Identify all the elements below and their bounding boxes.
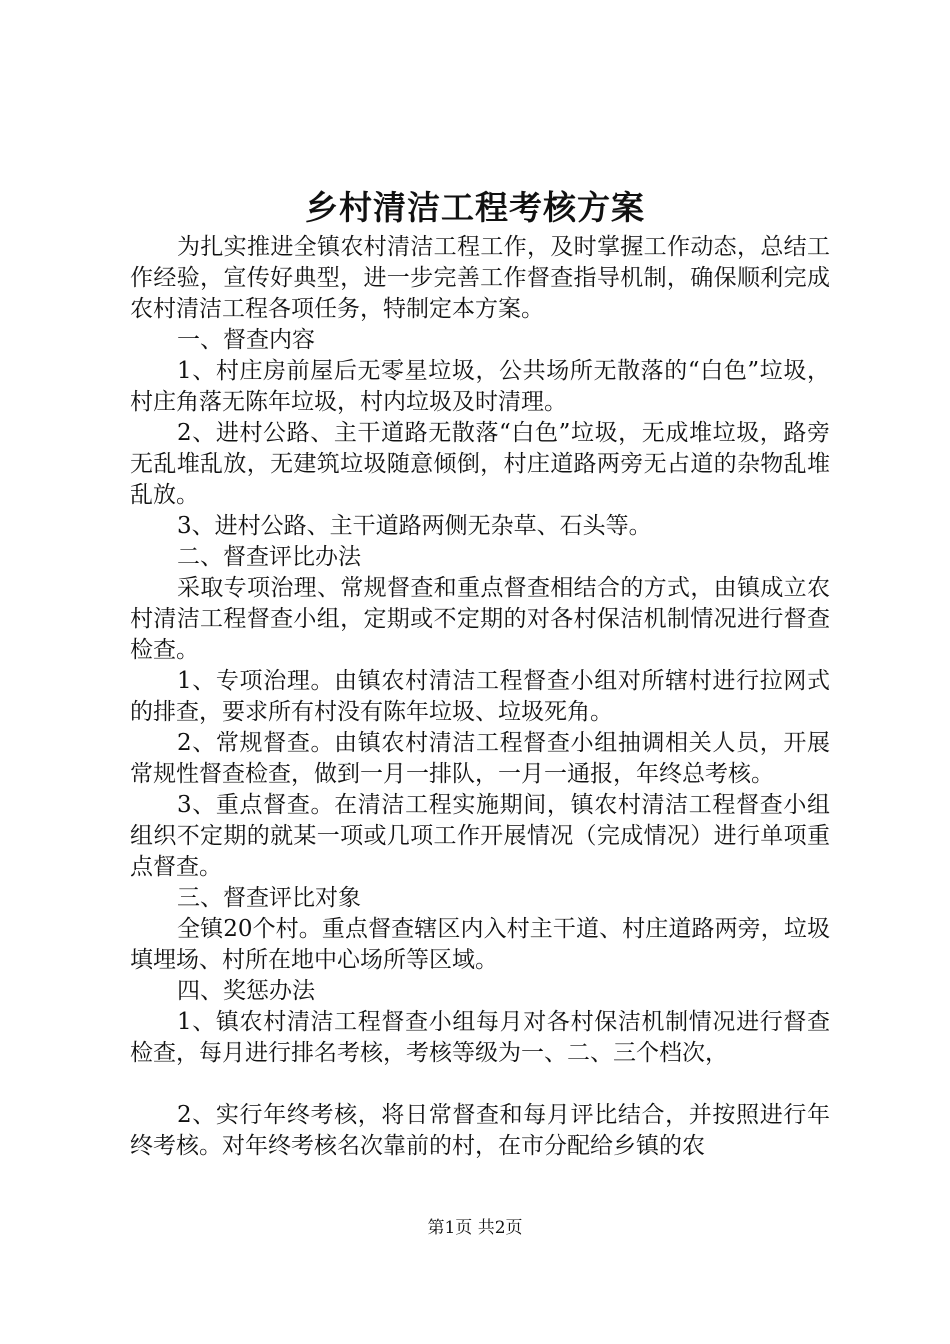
paragraph-item: 1、专项治理。由镇农村清洁工程督查小组对所辖村进行拉网式的排查，要求所有村没有陈年垃圾、垃圾死角。 xyxy=(130,668,830,725)
section-heading-3: 三、督查评比对象 xyxy=(177,885,361,911)
section-heading-1: 一、督查内容 xyxy=(177,327,315,353)
paragraph-item: 2、实行年终考核，将日常督查和每月评比结合，并按照进行年终考核。对年终考核名次靠前的村，在市分配给乡镇的农 xyxy=(130,1102,830,1159)
paragraph-item: 2、进村公路、主干道路无散落“白色”垃圾，无成堆垃圾，路旁无乱堆乱放，无建筑垃圾随意倾倒，村庄道路两旁无占道的杂物乱堆乱放。 xyxy=(130,420,830,508)
document-title: 乡村清洁工程考核方案 xyxy=(305,188,645,227)
paragraph-item: 3、重点督查。在清洁工程实施期间，镇农村清洁工程督查小组组织不定期的就某一项或几项工作开展情况（完成情况）进行单项重点督查。 xyxy=(130,792,830,880)
document-body xyxy=(130,232,830,1162)
paragraph-item: 2、常规督查。由镇农村清洁工程督查小组抽调相关人员，开展常规性督查检查，做到一月一排队，一月一通报，年终总考核。 xyxy=(130,730,830,787)
section-heading-4: 四、奖惩办法 xyxy=(177,978,315,1004)
paragraph-item: 1、村庄房前屋后无零星垃圾，公共场所无散落的“白色”垃圾，村庄角落无陈年垃圾，村内垃圾及时清理。 xyxy=(130,358,830,415)
blank-line xyxy=(130,1069,830,1100)
section-heading-2: 二、督查评比办法 xyxy=(177,544,361,570)
intro-paragraph: 为扎实推进全镇农村清洁工程工作，及时掌握工作动态，总结工作经验，宣传好典型，进一步完善工作督查指导机制，确保顺利完成农村清洁工程各项任务，特制定本方案。 xyxy=(130,234,830,322)
paragraph-item: 采取专项治理、常规督查和重点督查相结合的方式，由镇成立农村清洁工程督查小组，定期或不定期的对各村保洁机制情况进行督查检查。 xyxy=(130,575,830,663)
paragraph-item: 3、进村公路、主干道路两侧无杂草、石头等。 xyxy=(177,513,652,539)
paragraph-item: 1、镇农村清洁工程督查小组每月对各村保洁机制情况进行督查检查，每月进行排名考核，考核等级为一、二、三个档次， xyxy=(130,1009,830,1066)
paragraph-item: 全镇20个村。重点督查辖区内入村主干道、村庄道路两旁，垃圾填埋场、村所在地中心场所等区域。 xyxy=(130,916,830,973)
page-footer: 第1页 共2页 xyxy=(427,1218,523,1238)
